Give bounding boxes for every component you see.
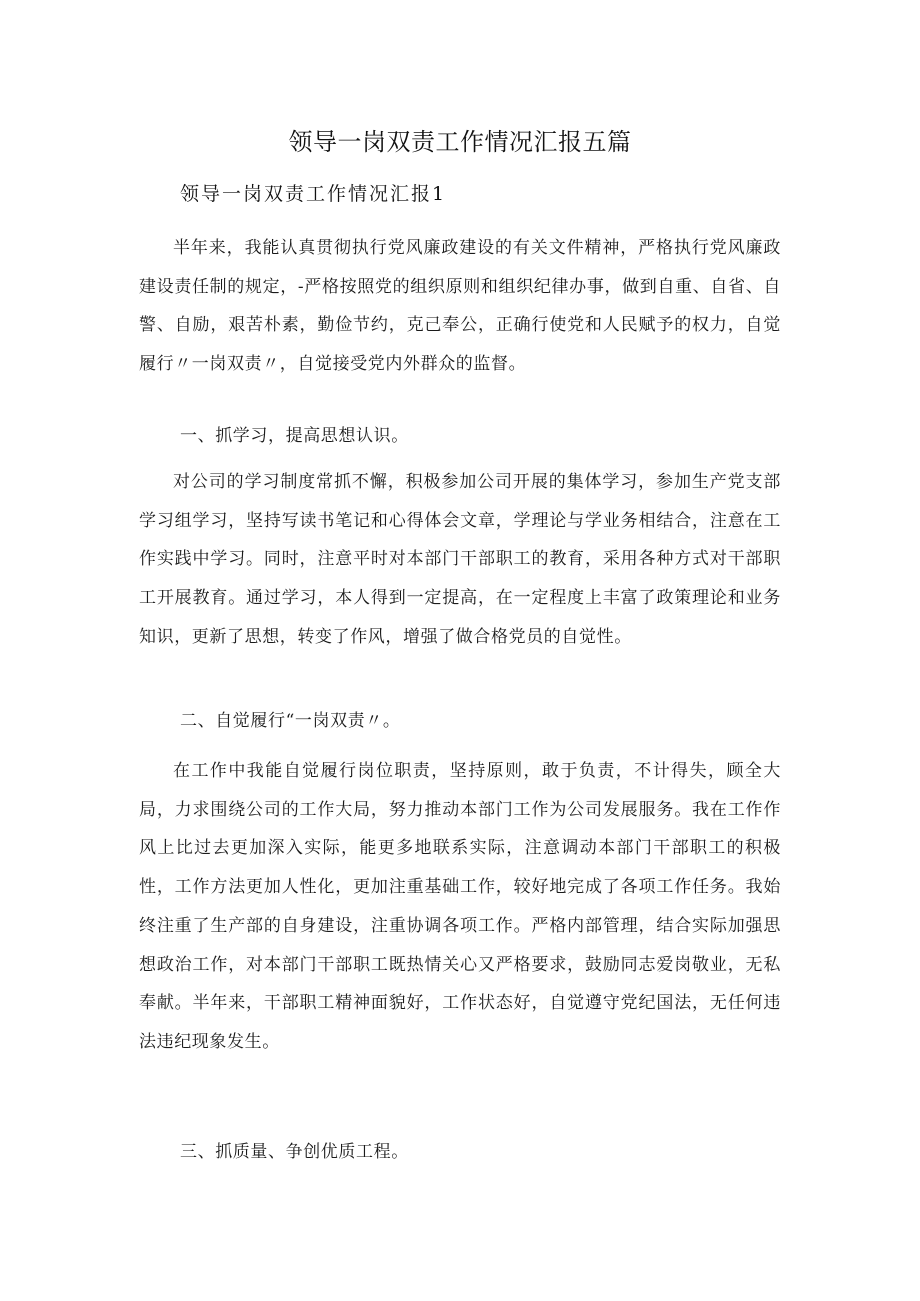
subheading-quality: 三、抓质量、争创优质工程。 — [180, 1142, 409, 1162]
section-title: 领导一岗双责工作情况汇报1 — [180, 183, 447, 205]
body-paragraph-study: 对公司的学习制度常抓不懈，积极参加公司开展的集体学习，参加生产党支部学习组学习，坚持写读书笔记和心得体会文章，学理论与学业务相结合，注意在工作实践中学习。同时，注意平时对本部门干部职工的教育，采用各种方式对干部职工开展教育。通过学习，本人得到一定提高，在一定程度上丰富了政策理论和业务知识，更新了思想，转变了作风，增强了做合格党员的自觉性。 — [139, 472, 781, 647]
body-paragraph-duties: 在工作中我能自觉履行岗位职责，坚持原则，敢于负责，不计得失，顾全大局，力求围绕公司的工作大局，努力推动本部门工作为公司发展服务。我在工作作风上比过去更加深入实际，能更多地联系实际，注意调动本部门干部职工的积极性，工作方法更加人性化，更加注重基础工作，较好地完成了各项工作任务。我始终注重了生产部的自身建设，注重协调各项工作。严格内部管理，结合实际加强思想政治工作，对本部门干部职工既热情关心又严格要求，鼓励同志爱岗敬业，无私奉献。半年来，干部职工精神面貌好，工作状态好，自觉遵守党纪国法，无任何违法违纪现象发生。 — [139, 761, 781, 1052]
document-title: 领导一岗双责工作情况汇报五篇 — [288, 128, 632, 156]
subheading-study: 一、抓学习，提高思想认识。 — [180, 426, 409, 446]
body-paragraph-intro: 半年来，我能认真贯彻执行党风廉政建设的有关文件精神，严格执行党风廉政建设责任制的规定，-严格按照党的组织原则和组织纪律办事，做到自重、自省、自警、自励，艰苦朴素，勤俭节约，克己奉公，正确行使党和人民赋予的权力，自觉履行〃一岗双责〃，自觉接受党内外群众的监督。 — [139, 238, 781, 375]
subheading-duties: 二、自觉履行“一岗双责〃。 — [180, 711, 401, 731]
